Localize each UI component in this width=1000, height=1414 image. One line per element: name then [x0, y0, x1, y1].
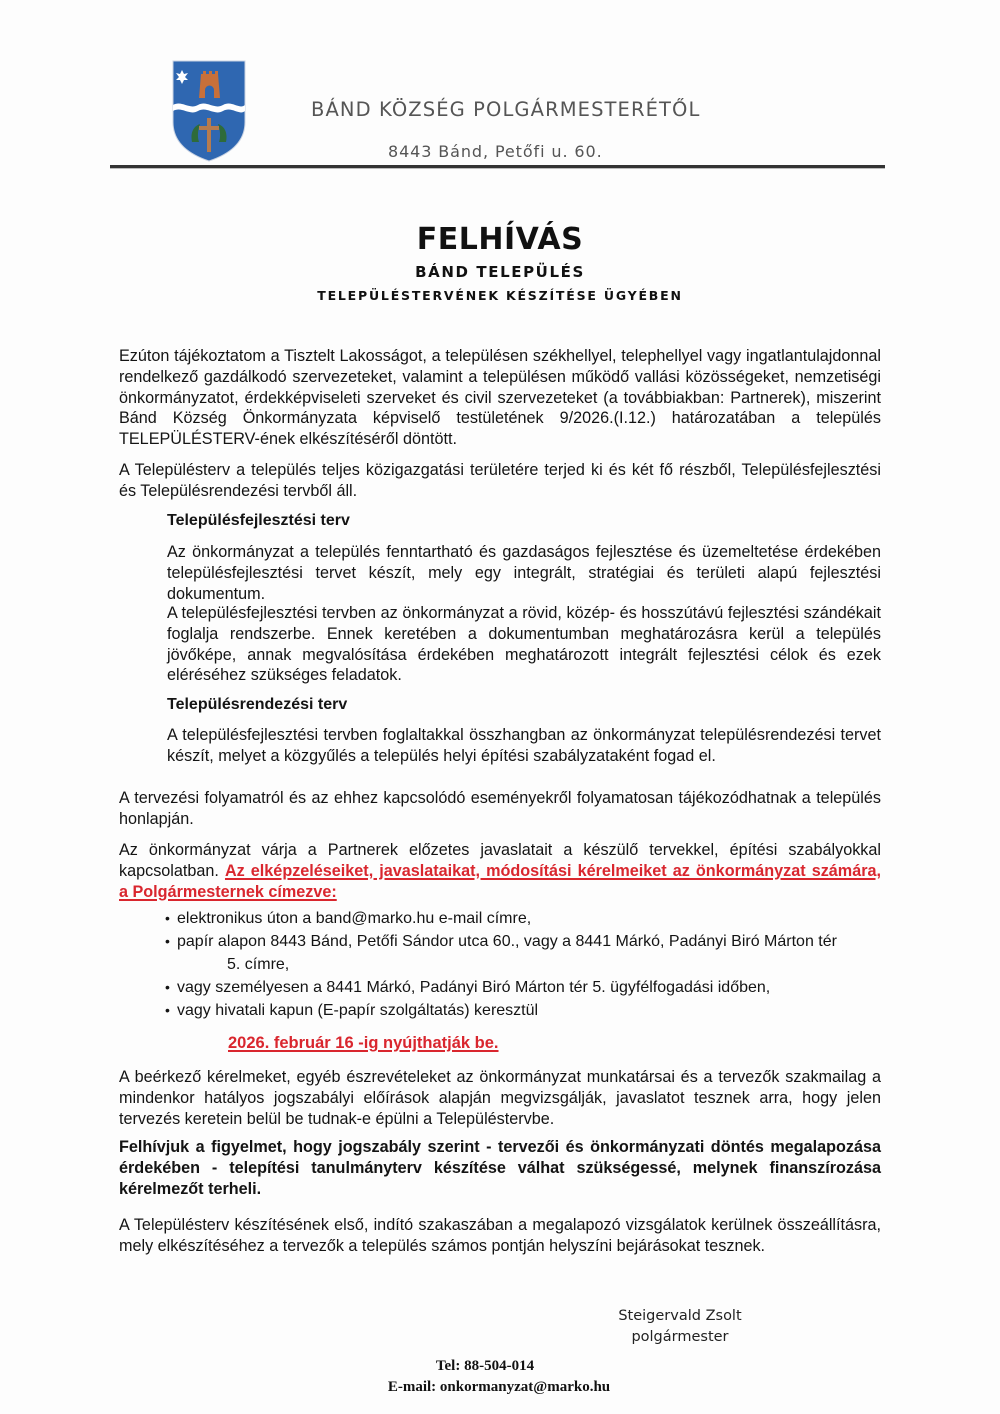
footer-contact: [0, 1356, 1000, 1398]
issuer-title: BÁND KÖZSÉG POLGÁRMESTERÉTŐL: [311, 98, 701, 121]
footer-phone: Tel: 88-504-014: [435, 1358, 535, 1374]
submission-intro: Az önkormányzat várja a Partnerek előzetes javaslatait a készülő tervekkel, építési szabályokkal kapcsolatban.: [119, 841, 881, 880]
list-item: [165, 999, 885, 1022]
signature-block: [600, 1306, 760, 1348]
paragraph-development-2: A településfejlesztési tervben az önkormányzat a rövid, közép- és hosszútávú fejlesztési szándékait foglalja rendszerbe. Ennek keretében a dokumentumban meghatározásra kerül a település jövőképe, annak megvalósítása érdekében meghatározott integrált fejlesztési célok és ezek eléréséhez szükséges feladatok.: [167, 604, 881, 685]
document-subtitle-2: TELEPÜLÉSTERVÉNEK KÉSZÍTÉSE ÜGYÉBEN: [317, 288, 683, 303]
footer-email: E-mail: onkormanyzat@marko.hu: [387, 1379, 611, 1395]
list-item-text: vagy személyesen a 8441 Márkó, Padányi Biró Márton tér 5. ügyfélfogadási időben,: [177, 979, 771, 996]
paragraph-scope: A Településterv a település teljes közigazgatási területére terjed ki és két fő részből, Településfejlesztési és Településrendezési tervből áll.: [119, 461, 881, 500]
list-item-text: vagy hivatali kapun (E-papír szolgáltatás) keresztül: [177, 1002, 539, 1019]
document-subtitle: BÁND TELEPÜLÉS: [415, 263, 585, 281]
section-heading-development: Településfejlesztési terv: [167, 512, 350, 529]
document-title: FELHÍVÁS: [416, 222, 584, 257]
issuer-address: 8443 Bánd, Petőfi u. 60.: [388, 142, 603, 161]
paragraph-submission: [119, 840, 881, 902]
bullet-icon: •: [165, 910, 170, 926]
submission-highlight: Az elképzeléseiket, javaslataikat, módosítási kérelmeiket az önkormányzat számára, a Polgármesternek címezve:: [119, 861, 881, 901]
list-item-text: papír alapon 8443 Bánd, Petőfi Sándor utca 60., vagy a 8441 Márkó, Padányi Biró Márton tér: [177, 933, 837, 950]
submission-deadline: 2026. február 16 -ig nyújthatják be.: [228, 1034, 499, 1052]
list-item-continuation: 5. címre,: [227, 956, 290, 973]
bullet-icon: •: [165, 1002, 170, 1018]
bullet-icon: •: [165, 979, 170, 995]
signatory-name: Steigervald Zsolt: [618, 1308, 742, 1324]
paragraph-information: A tervezési folyamatról és az ehhez kapcsolódó eseményekről folyamatosan tájékozódhatnak a település honlapján.: [119, 789, 881, 828]
paragraph-development-1: Az önkormányzat a település fenntartható és gazdaságos fejlesztése és üzemeltetése érdekében településfejlesztési tervet készít, mely egy integrált, stratégiai és területi alapú fejlesztési dokumentum.: [167, 543, 881, 603]
paragraph-notice: Felhívjuk a figyelmet, hogy jogszabály szerint - tervezői és önkormányzati döntés megalapozása érdekében - telepítési tanulmányterv készítése válhat szükségessé, melynek finanszírozása kérelmezőt terheli.: [119, 1138, 881, 1198]
signatory-role: polgármester: [631, 1329, 729, 1345]
list-item: [165, 976, 885, 999]
paragraph-first-phase: A Településterv készítésének első, indító szakaszában a megalapozó vizsgálatok kerülnek összeállításra, mely elkészítéséhez a tervezők a település számos pontján helyszíni bejárásokat tesznek.: [119, 1216, 881, 1255]
paragraph-regulation: A településfejlesztési tervben foglaltakkal összhangban az önkormányzat településrendezési tervet készít, melyet a közgyűlés a település helyi építési szabályzataként fogad el.: [167, 726, 881, 765]
cross-icon: [207, 118, 211, 152]
paragraph-review: A beérkező kérelmeket, egyéb észrevételeket az önkormányzat munkatársai és a tervezők szakmailag a mindenkor hatályos jogszabályi előírások alapján megvizsgálják, javaslatot tesznek arra, hogy jelen tervezés keretein belül be tudnak-e épülni a Településtervbe.: [119, 1068, 881, 1128]
submission-methods-list: [165, 907, 885, 1022]
bullet-icon: •: [165, 933, 170, 949]
list-item-text: elektronikus úton a band@marko.hu e-mail címre,: [177, 910, 532, 927]
list-item: [165, 930, 885, 953]
paragraph-intro: Ezúton tájékoztatom a Tisztelt Lakosságot, a településen székhellyel, telephellyel vagy ingatlantulajdonnal rendelkező gazdálkodó szervezeteket, valamint a településen működő vallási közösségeket, nemzetiségi önkormányzatot, érdekképviseleti szerveket és civil szervezeteket (a továbbiakban: Partnerek), miszerint Bánd Község Önkormányzata képviselő testületének 9/2026.(I.12.) határozatában a település TELEPÜLÉSTERV-ének elkészítéséről döntött.: [119, 347, 881, 449]
coat-of-arms-icon: [172, 60, 246, 162]
header-divider: [110, 165, 885, 169]
section-heading-regulation: Településrendezési terv: [167, 696, 348, 713]
list-item: [165, 907, 885, 930]
